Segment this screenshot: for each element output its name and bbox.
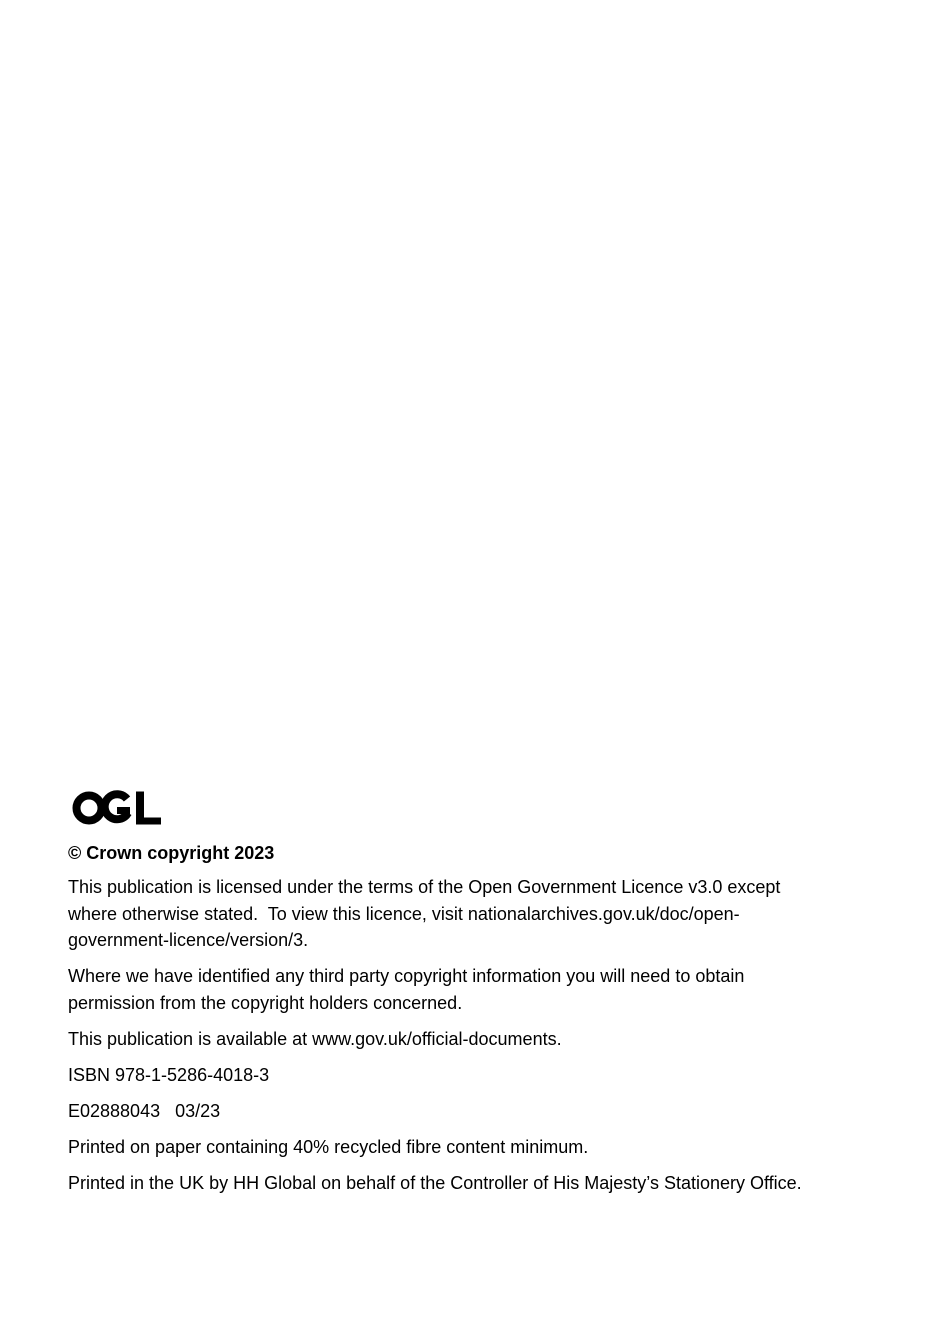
third-party-line-1: Where we have identified any third party copyright information you will need to obtain [68,966,745,986]
copyright-notice: © Crown copyright 2023 [68,843,275,863]
licence-line-3: government-licence/version/3. [68,930,309,950]
availability-line: This publication is available at www.gov.uk/official-documents. [68,1028,562,1049]
isbn-line: ISBN 978-1-5286-4018-3 [68,1064,270,1085]
licence-line-2: where otherwise stated. To view this licence, visit nationalarchives.gov.uk/doc/open- [68,903,740,924]
printer-line: Printed in the UK by HH Global on behalf of the Controller of His Majesty’s Stationery Office. [68,1172,802,1193]
licence-paragraph [68,874,868,954]
paper-line: Printed on paper containing 40% recycled fibre content minimum. [68,1136,589,1157]
licence-line-1: This publication is licensed under the terms of the Open Government Licence v3.0 except [68,877,781,897]
third-party-line-2: permission from the copyright holders concerned. [68,992,463,1013]
ogl-logo-icon [72,788,164,828]
imprint-block [68,788,868,1206]
third-party-paragraph [68,963,868,1016]
reference-line: E02888043 03/23 [68,1100,221,1121]
